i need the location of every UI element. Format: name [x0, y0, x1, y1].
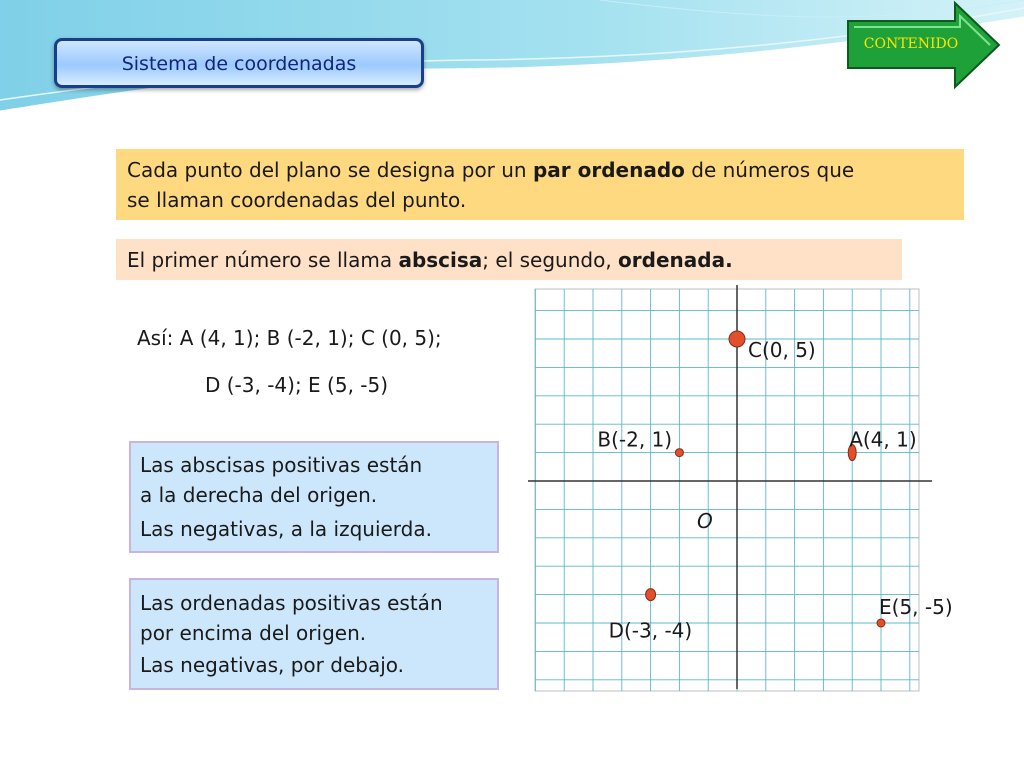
abscisas-line-3: Las negativas, a la izquierda. — [140, 517, 432, 541]
point-c — [729, 331, 745, 347]
point-label-a: A(4, 1) — [849, 427, 917, 452]
slide-title-box — [54, 38, 424, 88]
ordenadas-line-2: por encima del origen. — [140, 621, 367, 645]
definition-part1: El primer número se llama — [127, 248, 399, 272]
abscisas-line-2: a la derecha del origen. — [140, 483, 378, 507]
intro-line1-end: de números que — [684, 158, 855, 182]
definition-part2: ; el segundo, — [482, 248, 619, 272]
origin-label: O — [697, 509, 713, 533]
examples-line-1: Así: A (4, 1); B (-2, 1); C (0, 5); — [137, 326, 442, 350]
contenido-label[interactable]: CONTENIDO — [863, 36, 959, 52]
point-e — [877, 619, 885, 627]
grid-lines — [535, 289, 919, 691]
definition-line — [127, 245, 733, 275]
point-label-c: C(0, 5) — [748, 338, 816, 362]
ordenadas-line-1: Las ordenadas positivas están — [140, 591, 443, 615]
definition-abscisa: abscisa — [398, 248, 483, 272]
abscisas-line-1: Las abscisas positivas están — [140, 453, 423, 477]
ordenadas-line-3: Las negativas, por debajo. — [140, 653, 404, 677]
point-b — [675, 449, 683, 457]
point-label-d: D(-3, -4) — [608, 618, 693, 643]
point-label-b: B(-2, 1) — [597, 427, 673, 452]
slide-title: Sistema de coordenadas — [121, 53, 357, 75]
definition-ordenada: ordenada. — [618, 248, 733, 272]
examples-line-2: D (-3, -4); E (5, -5) — [205, 373, 389, 397]
intro-line-1 — [127, 155, 854, 185]
point-d — [646, 589, 656, 601]
intro-bold-term: par ordenado — [532, 158, 685, 182]
point-label-e: E(5, -5) — [879, 595, 953, 619]
intro-line1-start: Cada punto del plano se designa por un — [127, 158, 533, 182]
coordinate-plane — [528, 285, 953, 697]
intro-line-2: se llaman coordenadas del punto. — [127, 188, 467, 212]
